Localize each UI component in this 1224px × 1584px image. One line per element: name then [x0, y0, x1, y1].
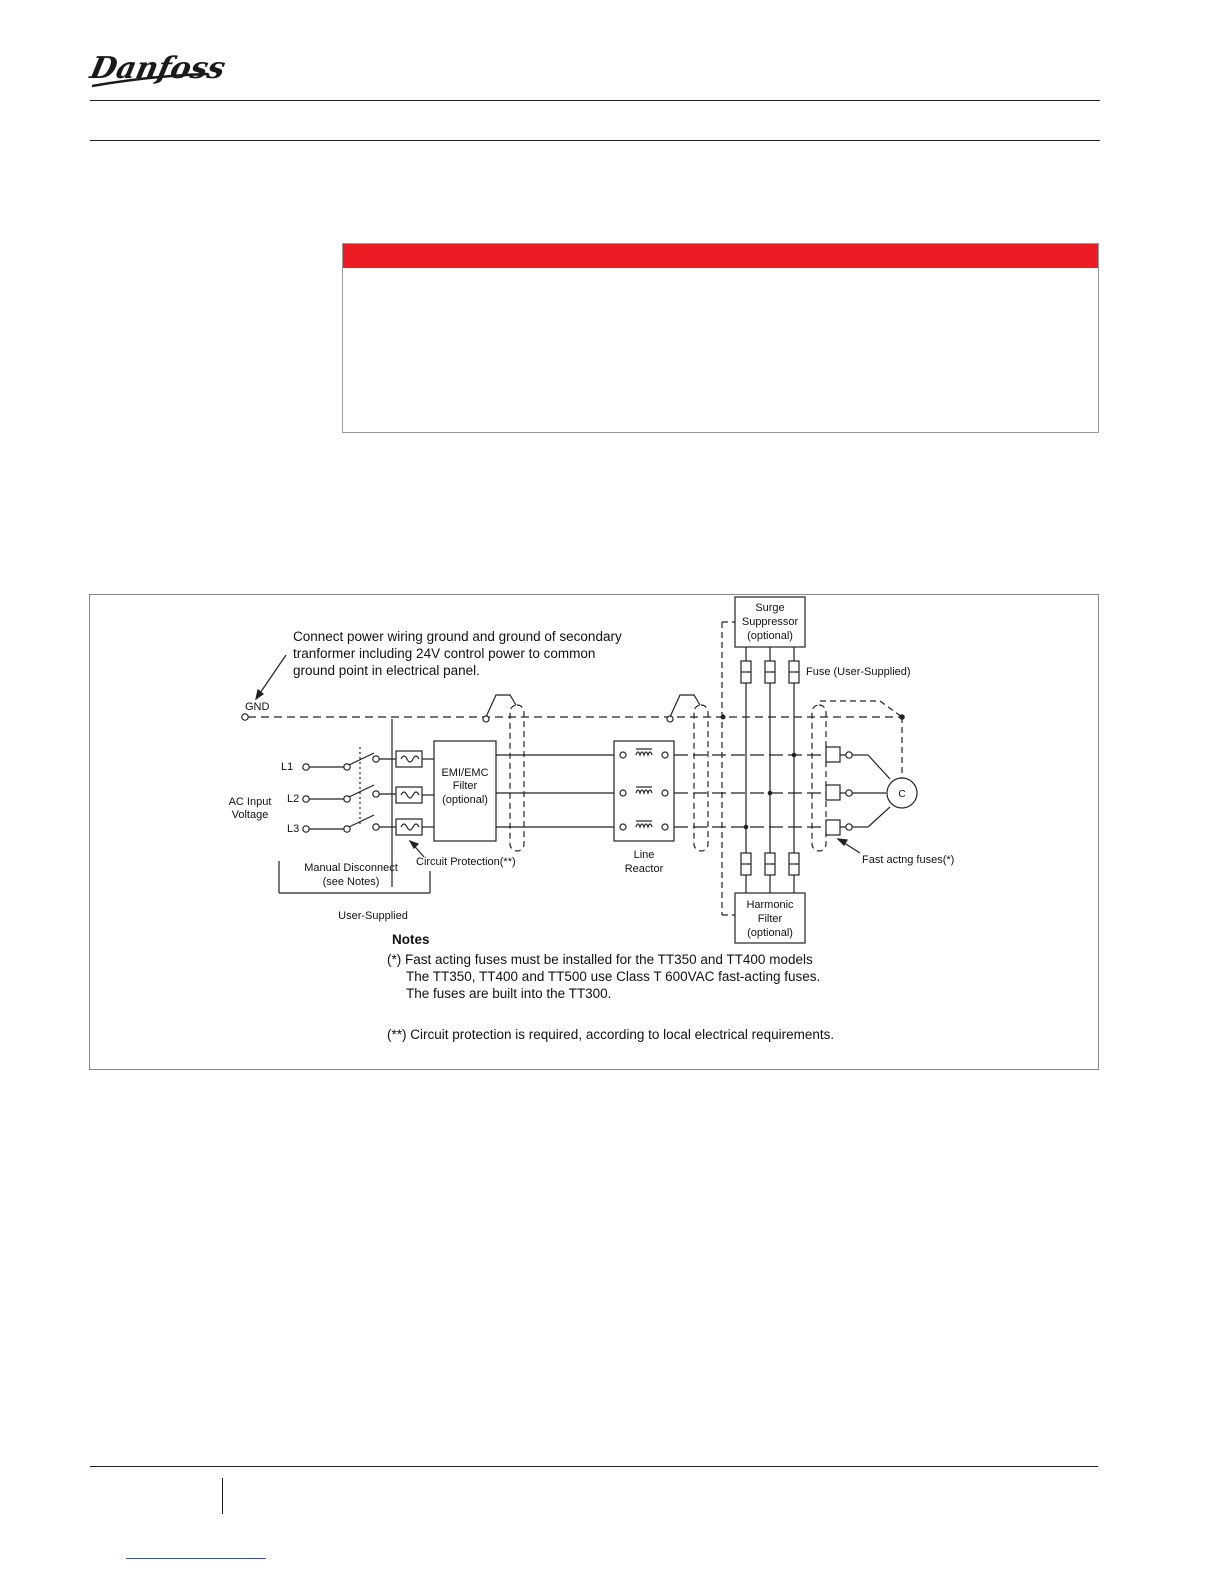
line-reactor-line-1: Line — [633, 849, 655, 861]
surge-line-3: (optional) — [747, 630, 793, 642]
ac-input-line-1: AC Input — [228, 796, 272, 808]
harmonic-line-2: Filter — [757, 913, 783, 925]
notes-title: Notes — [392, 932, 430, 947]
note-1: (*) Fast acting fuses must be installed for the TT350 and TT400 models — [387, 952, 813, 967]
manual-disconnect-line-2: (see Notes) — [322, 876, 380, 888]
footer-link-underline[interactable] — [126, 1558, 266, 1559]
wiring-diagram — [90, 595, 1100, 1071]
danfoss-logo — [87, 44, 229, 94]
header-rule-bottom — [90, 140, 1100, 141]
intro-note-line-1: Connect power wiring ground and ground of secondary — [293, 629, 622, 644]
emi-filter-line-2: Filter — [452, 780, 478, 792]
surge-line-1: Surge — [755, 602, 785, 614]
user-supplied-label: User-Supplied — [338, 910, 408, 922]
footer-rule — [90, 1466, 1098, 1467]
circuit-protection-label: Circuit Protection(**) — [416, 856, 516, 868]
logo-text: Danfoss — [87, 51, 229, 86]
manual-disconnect-line-1: Manual Disconnect — [304, 862, 398, 874]
compressor-label: C — [898, 789, 906, 800]
harmonic-line-1: Harmonic — [746, 899, 794, 911]
wiring-diagram-figure — [89, 594, 1099, 1070]
ac-input-line-2: Voltage — [231, 809, 269, 821]
emi-filter-line-1: EMI/EMC — [441, 767, 489, 779]
line-reactor-line-2: Reactor — [624, 863, 664, 875]
harmonic-line-3: (optional) — [747, 927, 793, 939]
footer-divider — [222, 1478, 223, 1514]
warning-header-bar — [343, 244, 1098, 268]
fuse-user-supplied-label: Fuse (User-Supplied) — [806, 666, 911, 678]
label-l3: L3 — [287, 823, 300, 835]
emi-filter-line-3: (optional) — [442, 794, 488, 806]
label-l1: L1 — [281, 761, 294, 773]
intro-note-line-3: ground point in electrical panel. — [293, 663, 480, 678]
surge-line-2: Suppressor — [741, 616, 799, 628]
gnd-label: GND — [245, 701, 270, 713]
intro-note-line-2: tranformer including 24V control power to common — [293, 646, 596, 661]
label-l2: L2 — [287, 793, 300, 805]
note-4: (**) Circuit protection is required, according to local electrical requirements. — [387, 1027, 835, 1042]
header-rule-top — [90, 100, 1100, 101]
note-3: The fuses are built into the TT300. — [406, 986, 612, 1001]
warning-box — [342, 243, 1099, 433]
note-2: The TT350, TT400 and TT500 use Class T 600VAC fast-acting fuses. — [406, 969, 821, 984]
fast-fuses-label: Fast actng fuses(*) — [862, 854, 955, 866]
